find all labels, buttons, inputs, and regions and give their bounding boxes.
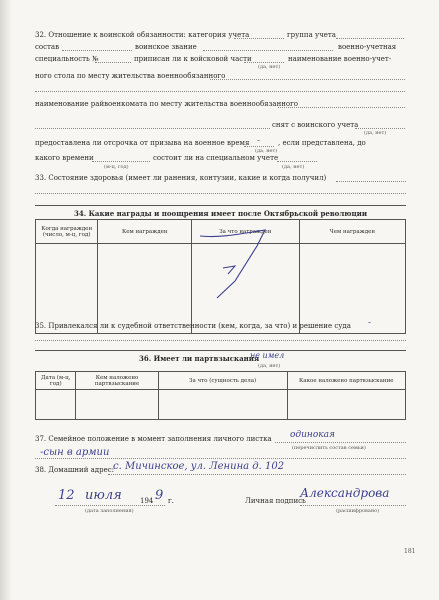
q32-category-field	[234, 38, 284, 39]
q32-specialty-field	[95, 62, 131, 63]
q36-col-who: Кем наложено партвзыскание	[76, 372, 158, 390]
fill-month: июля	[85, 488, 122, 503]
q35-field	[35, 340, 406, 341]
q36-body-row	[36, 390, 406, 420]
page-number: 181	[404, 548, 416, 555]
q38-answer: с. Мичинское, ул. Ленина д. 102	[113, 461, 285, 472]
q35-dash: -	[368, 318, 372, 328]
q32-district-field	[278, 107, 405, 108]
q32-special-field	[277, 161, 317, 162]
q32-district-field-2	[35, 128, 270, 129]
page-fold-shadow	[0, 0, 12, 600]
signature: Александрова	[300, 486, 390, 500]
fill-year-suffix: г.	[168, 497, 174, 505]
signature-label: Личная подпись	[245, 497, 306, 505]
q32-until-label: какого времени	[35, 154, 94, 162]
q32-deregistered-label: снят с воинского учета	[272, 121, 359, 129]
q36-yes-no-caption: (да, нет)	[258, 363, 281, 369]
q32-staff-field	[62, 50, 132, 51]
q32-yes-no-caption-4: (да, нет)	[282, 164, 305, 170]
q32-deferment-field	[244, 146, 274, 147]
q32-deferment-until-label: , если представлена, до	[278, 139, 366, 147]
fill-date-field	[55, 505, 165, 506]
q32-month-year-caption: (м-ц, год)	[104, 164, 129, 170]
q37-field	[275, 442, 406, 443]
q36-penalties-table	[35, 371, 406, 420]
q32-unit-field	[244, 62, 284, 63]
q32-rank-field	[203, 50, 333, 51]
q37-field-2	[35, 458, 406, 459]
q32-line1: 32. Отношение к воинской обязанности: категория учета	[35, 31, 250, 39]
q34-title: 34. Какие награды и поощрения имеет после Октябрьской революции	[73, 209, 368, 218]
q37-label: 37. Семейное положение в момент заполнения личного листка	[35, 435, 272, 443]
q32-deferment-label: предоставлена ли отсрочка от призыва на военное время	[35, 139, 250, 147]
fill-date-caption: (дата заполнения)	[85, 508, 134, 514]
q32-district-label: наименование райвоенкомата по месту жительства военнообязанного	[35, 100, 298, 108]
fill-year-digit: 9	[155, 488, 164, 503]
signature-caption: (расшифровано)	[336, 508, 380, 514]
q32-yes-no-caption-3: (да, нет)	[255, 148, 278, 154]
q36-title: 36. Имеет ли партвзыскания	[139, 354, 260, 363]
q34-col-what: За что награжден	[192, 220, 299, 244]
q37-answer-2: -сын в армии	[40, 447, 110, 458]
q38-field	[108, 474, 406, 475]
q32-group-label: группа учета	[287, 31, 336, 39]
q32-special-label: состоит ли на специальном учете	[153, 154, 279, 162]
q32-specialty-label: специальность №	[35, 55, 99, 63]
q34-col-when: Когда награжден (число, м-ц, год)	[36, 220, 98, 244]
q32-until-field	[92, 161, 150, 162]
q32-desk-label: ного стола по месту жительства военнообязанного	[35, 72, 226, 80]
q35-label: 35. Привлекался ли к судебной ответственности (кем, когда, за что) и решение суда	[35, 322, 351, 330]
q36-top-rule	[35, 350, 406, 351]
q32-desk-field-2	[35, 91, 405, 92]
q38-label: 38. Домашний адрес:	[35, 466, 114, 474]
q37-answer-1: одинокая	[290, 430, 335, 440]
fill-day: 12	[58, 488, 75, 503]
q32-desk-field	[210, 79, 405, 80]
q36-answer: не имел	[250, 351, 285, 360]
q37-caption: (перечислить состав семьи)	[292, 445, 366, 451]
q32-deferment-dash: -	[257, 136, 261, 146]
q36-col-which: Какое наложено партвзыскание	[287, 372, 405, 390]
q33-field	[336, 181, 406, 182]
q32-vus-name-label: наименование военно-учет-	[288, 55, 392, 63]
signature-field	[300, 505, 406, 506]
q33-field-2	[35, 193, 406, 194]
q36-col-date: Дата (м-ц, год)	[36, 372, 76, 390]
q36-col-what: За что (сущность дела)	[158, 372, 287, 390]
q34-cross-out-mark	[195, 226, 285, 306]
q32-staff-label: состав	[35, 43, 60, 51]
q32-yes-no-caption-2: (да, нет)	[364, 130, 387, 136]
q32-vus-label: военно-учетная	[338, 43, 397, 51]
fill-year-prefix: 194	[140, 497, 154, 505]
q32-deregistered-field	[355, 128, 405, 129]
q34-top-rule	[35, 205, 406, 206]
q32-group-field	[336, 38, 404, 39]
q34-col-with: Чем награжден	[299, 220, 405, 244]
q32-unit-label: приписан ли к войсковой части	[134, 55, 252, 63]
q32-rank-label: воинское звание	[135, 43, 197, 51]
q34-col-who: Кем награжден	[98, 220, 192, 244]
q32-yes-no-caption: (да, нет)	[258, 64, 281, 70]
q33-label: 33. Состояние здоровья (имеет ли ранения, контузии, какие и когда получил)	[35, 174, 327, 182]
